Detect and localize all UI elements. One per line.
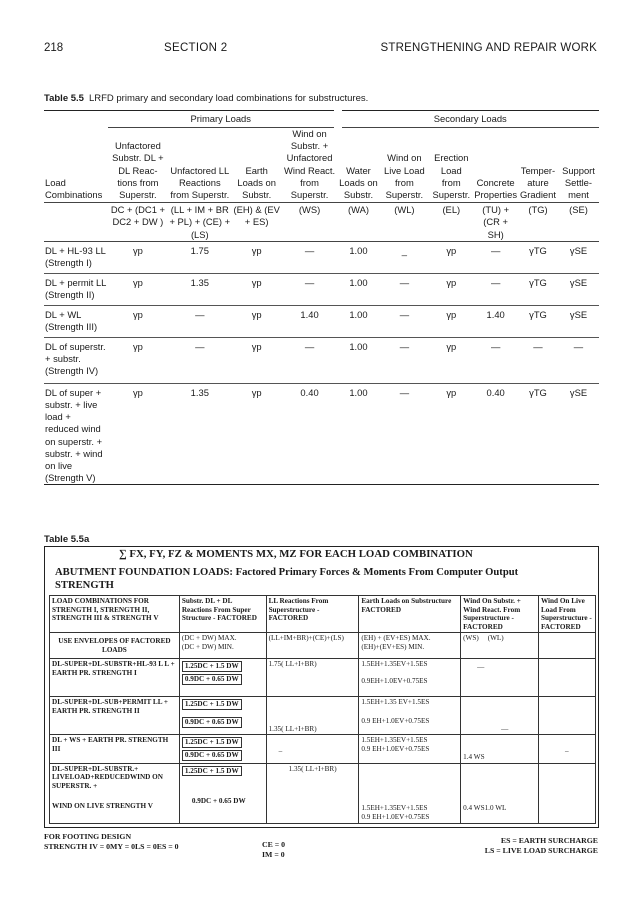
table-cell: — [168,337,232,383]
dc-min: 0.9DC + 0.65 DW [191,797,246,806]
table-cell [461,633,539,659]
ws-value: — [461,659,539,697]
table-cell: 0.40 [282,383,338,485]
col-header: Unfactored Substr. DL + DL Reac-tions from Superstr. [108,128,168,203]
table-cell: — [282,241,338,273]
footnote-line: ES = EARTH SURCHARGE [500,836,598,845]
table-cell [179,633,266,659]
table-cell: γp [232,241,282,273]
dc-max: 1.25DC + 1.5 DW [182,661,242,672]
table-cell: 1.00 [338,337,380,383]
load-code: DC + (DC1 + DC2 + DW ) [108,203,168,242]
eh-min: 0.9 EH+1.0EV+0.75ES [361,812,430,821]
table-cell: 1.35 [168,383,232,485]
table-cell: γp [232,383,282,485]
env-ll: (LL+IM+BR)+(CE)+(LS) [266,633,359,659]
col-header: Wind On Substr. + Wind React. From Superstructure - FACTORED [461,596,539,633]
env-eh-min: (EH)+(EV+ES) MIN. [361,642,425,651]
row-label-part: DL-SUPER+DL-SUBSTR.+ LIVELOAD+REDUCEDWIND ON SUPERSTR. + [52,764,163,790]
section-label: SECTION 2 [164,42,228,54]
row-label: DL + WS + EARTH PR. STRENGTH III [50,735,180,763]
ws-value: 1.4 WS [461,735,539,763]
row-label: DL-SUPER+DL-SUBSTR+HL-93 L L + EARTH PR. STRENGTH I [50,659,180,697]
footnote-line: CE = 0 [262,840,286,849]
col-header: Unfactored LL Reactions from Superstr. [168,128,232,203]
env-dc-min: (DC + DW) MIN. [181,642,234,651]
table-cell [538,633,595,659]
ll-value: 1.35( LL+I+BR) [266,763,359,823]
load-code: (TG) [518,203,558,242]
table-cell: γp [232,337,282,383]
combination-label: DL + WL (Strength III) [44,305,108,337]
table-5-5a-caption [44,534,94,545]
row-label-part: WIND ON LIVE STRENGTH V [52,802,153,811]
table-cell: 1.35 [168,273,232,305]
table-cell: γSE [558,273,599,305]
eh-min: 0.9EH+1.0EV+0.75ES [361,676,428,685]
eh-max: 1.5EH+1.35EV+1.5ES [361,804,428,813]
env-wl: (WL) [487,634,504,643]
load-code: (EH) & (EV + ES) [232,203,282,242]
caption-text: LRFD primary and secondary load combinations for substructures. [88,93,369,104]
dc-min: 0.9DC + 0.65 DW [182,717,242,728]
table-cell: γTG [518,383,558,485]
row-label: DL-SUPER+DL-SUB+PERMIT LL + EARTH PR. STRENGTH II [50,697,180,735]
table-title: ∑ FX, FY, FZ & MOMENTS MX, MZ FOR EACH LOAD COMBINATION [119,548,473,560]
eh-max: 1.5EH+1.35EV+1.5ES [361,736,428,745]
table-5-5-caption [44,93,368,104]
col-header: LOAD COMBINATIONS FOR STRENGTH I, STRENGTH II, STRENGTH III & STRENGTH V [50,596,180,633]
ws-value: — [461,697,539,735]
load-code: (WA) [338,203,380,242]
ws-value: 0.4 WS1.0 WL [461,763,539,823]
eh-min: 0.9 EH+1.0EV+0.75ES [361,716,430,725]
envelope-label: USE ENVELOPES OF FACTORED LOADS [50,633,180,659]
table-cell: γp [429,383,473,485]
table-cell: — [379,337,429,383]
table-cell: γSE [558,241,599,273]
page-number: 218 [44,42,64,54]
col-header: Support Settle-ment [558,128,599,203]
table-row [44,273,599,305]
load-code: (LL + IM + BR + PL) + (CE) + (LS) [169,204,231,240]
table-cell [179,697,266,735]
table-cell: γp [108,273,168,305]
table-cell [538,697,595,735]
load-code: (SE) [558,203,599,242]
col-header: Earth Loads on Substructure FACTORED [359,596,461,633]
footnote-line: IM = 0 [262,850,285,859]
table-cell: — [518,337,558,383]
table-cell: γp [429,337,473,383]
row-label [50,763,180,823]
table-cell: — [379,383,429,485]
table-cell: — [379,273,429,305]
table-row [50,763,596,823]
table-5-5a [44,546,599,828]
env-dc-max: (DC + DW) MAX. [181,634,237,643]
table-cell: γp [429,241,473,273]
wl-value: _ [538,735,595,763]
table-subtitle: ABUTMENT FOUNDATION LOADS: Factored Primary Forces & Moments From Computer Output STRENGTH [55,567,519,591]
caption-label: Table 5.5 [44,93,84,104]
caption-label: Table 5.5a [44,534,90,545]
table-cell: — [282,273,338,305]
table-cell: 1.75 [168,241,232,273]
eh-max: 1.5EH+1.35EV+1.5ES [361,660,428,669]
load-code [44,203,108,242]
table-cell: γp [108,305,168,337]
table-row [44,305,599,337]
table-cell: γTG [518,305,558,337]
table-cell [359,633,461,659]
table-row [44,337,599,383]
table-cell: γp [108,383,168,485]
combination-label: DL + permit LL (Strength II) [44,273,108,305]
eh-max: 1.5EH+1.35 EV+1.5ES [361,698,430,707]
table-cell: γSE [558,383,599,485]
table-cell: 1.40 [473,305,518,337]
table-cell: 1.00 [338,273,380,305]
col-header: Water Loads on Substr. [338,128,380,203]
table-row [44,241,599,273]
table-cell: — [558,337,599,383]
table-cell [179,763,266,823]
table-cell: γTG [518,241,558,273]
table-cell: γp [108,241,168,273]
dc-min: 0.9DC + 0.65 DW [182,750,242,761]
table-cell: γp [232,305,282,337]
load-code: (WS) [282,203,338,242]
table-cell [359,763,461,823]
table-cell [359,659,461,697]
dc-max: 1.25DC + 1.5 DW [182,766,242,777]
table-cell: γTG [518,273,558,305]
combination-label: DL + HL-93 LL (Strength I) [44,241,108,273]
table-cell: — [168,305,232,337]
combination-label: DL of superstr. + substr. (Strength IV) [44,337,108,383]
load-code: (TU) + (CR + SH) [473,203,518,242]
group-secondary-loads: Secondary Loads [338,111,599,128]
table-cell: γp [108,337,168,383]
foundation-loads-table [49,595,596,824]
footnote-line: STRENGTH IV = 0MY = 0LS = 0ES = 0 [44,842,179,851]
dc-max: 1.25DC + 1.5 DW [182,737,242,748]
footnote-right [485,836,598,856]
footnote-line: FOR FOOTING DESIGN [44,832,132,841]
table-cell [359,735,461,763]
table-cell [179,735,266,763]
footnote-left [44,832,179,852]
load-code: (EL) [429,203,473,242]
table-cell: — [473,337,518,383]
dc-max: 1.25DC + 1.5 DW [182,699,242,710]
col-header: Wind on Substr. + Unfactored Wind React. from Superstr. [282,128,338,203]
table-cell: γp [429,305,473,337]
table-cell: — [379,305,429,337]
env-ws: (WS) [463,634,479,643]
table-row [50,596,596,633]
footnote-middle [262,840,285,860]
col-header: Erection Load from Superstr. [429,128,473,203]
table-cell: — [473,273,518,305]
running-title: STRENGTHENING AND REPAIR WORK [380,42,597,54]
eh-min: 0.9 EH+1.0EV+0.75ES [361,744,430,753]
table-row [50,697,596,735]
group-primary-loads: Primary Loads [108,111,338,128]
ll-value: _ [266,735,359,763]
col-header: Substr. DL + DL Reactions From Super Structure - FACTORED [179,596,266,633]
table-cell: γp [429,273,473,305]
col-header: Load Combinations [44,128,108,203]
dc-min: 0.9DC + 0.65 DW [182,674,242,685]
table-cell: 1.00 [338,241,380,273]
col-header: Wind on Live Load from Superstr. [379,128,429,203]
table-cell: _ [379,241,429,273]
col-header: Concrete Properties [473,128,518,203]
ll-value: 1.35( LL+I+BR) [266,697,359,735]
footnote-line: LS = LIVE LOAD SURCHARGE [484,846,598,855]
load-code: (WL) [379,203,429,242]
table-cell: 0.40 [473,383,518,485]
group-spacer [44,111,108,128]
col-header: Wind On Live Load From Superstructure - FACTORED [538,596,595,633]
table-cell: γp [232,273,282,305]
table-cell: 1.40 [282,305,338,337]
table-cell [538,763,595,823]
table-row [50,659,596,697]
table-cell: γSE [558,305,599,337]
table-cell: 1.00 [338,383,380,485]
table-cell: — [282,337,338,383]
table-cell [538,659,595,697]
table-cell [179,659,266,697]
table-5-5 [44,110,599,485]
combination-label: DL of super + substr. + live load + reduced wind on superstr. + substr. + wind on live (Strength V) [44,383,108,485]
env-eh-max: (EH) + (EV+ES) MAX. [361,634,431,643]
table-row [50,735,596,763]
col-header: LL Reactions From Superstructure - FACTORED [266,596,359,633]
ll-value: 1.75( LL+I+BR) [266,659,359,697]
col-header: Earth Loads on Substr. [232,128,282,203]
col-header: Temper-ature Gradient [518,128,558,203]
table-cell: — [473,241,518,273]
table-row [44,383,599,485]
table-cell: 1.00 [338,305,380,337]
table-row [50,633,596,659]
table-cell [359,697,461,735]
